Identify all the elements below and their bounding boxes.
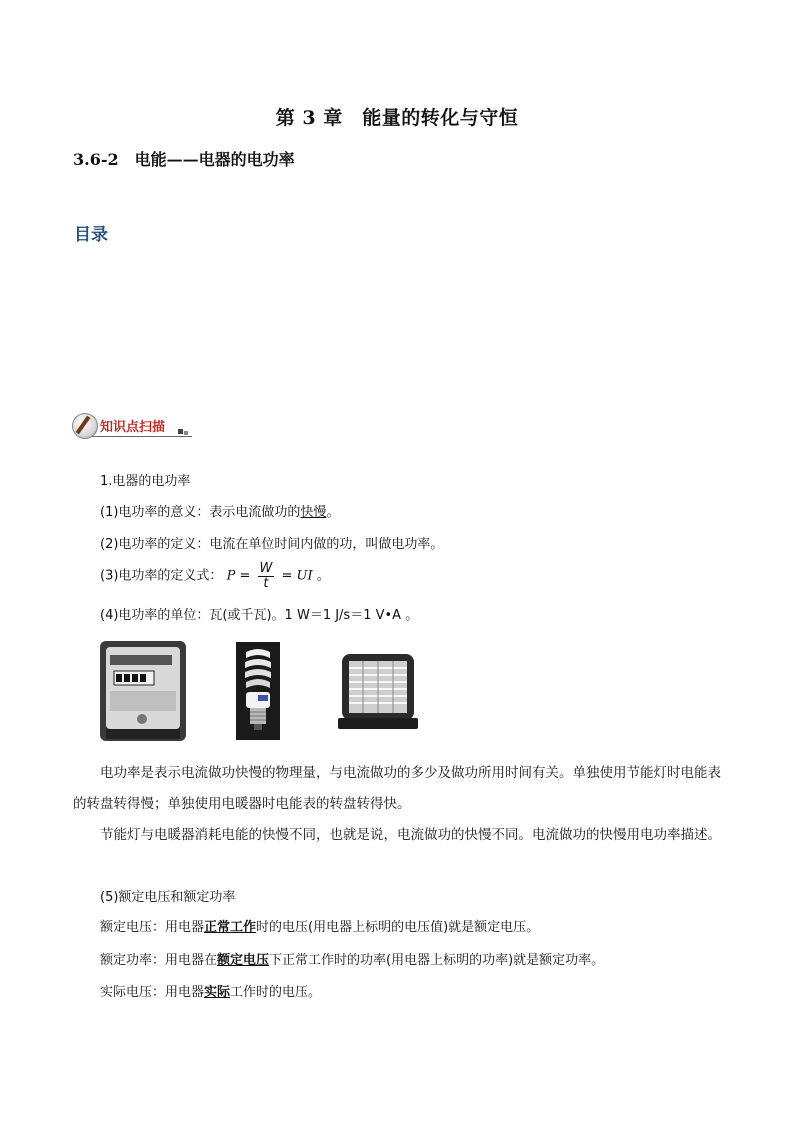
item-unit: (4)电功率的单位：瓦(或千瓦)。1 W＝1 J/s＝1 V•A 。 xyxy=(100,608,419,623)
paragraph-power-comparison: 节能灯与电暖器消耗电能的快慢不同，也就是说，电流做功的快慢不同。电流做功的快慢用电功率描述。 xyxy=(100,827,721,843)
item-rated-heading: (5)额定电压和额定功率 xyxy=(100,890,236,905)
badge-label: 知识点扫描 xyxy=(100,420,166,435)
formula-lhs: P xyxy=(226,568,236,584)
energy-saving-lamp-photo xyxy=(236,642,280,740)
chapter-title: 第 3 章 能量的转化与守恒 xyxy=(275,107,519,129)
badge-underline xyxy=(92,436,192,437)
item-meaning-prefix: (1)电功率的意义：表示电流做功的 xyxy=(100,505,301,520)
formula-numerator: W xyxy=(259,561,273,576)
item-meaning-keyword: 快慢 xyxy=(300,505,327,520)
formula-eq: = xyxy=(239,568,251,584)
item-formula xyxy=(100,562,330,598)
actual-voltage-prefix: 实际电压：用电器 xyxy=(100,985,205,1000)
actual-voltage-definition xyxy=(100,983,321,1003)
item-electric-power: 1.电器的电功率 xyxy=(100,474,191,489)
badge-decoration xyxy=(178,429,183,434)
item-definition: (2)电功率的定义：电流在单位时间内做的功，叫做电功率。 xyxy=(100,537,444,552)
toc-heading: 目录 xyxy=(74,225,108,245)
rated-power-suffix: 下正常工作时的功率(用电器上标明的功率)就是额定功率。 xyxy=(269,953,605,968)
formula-fraction xyxy=(258,562,275,591)
rated-voltage-suffix: 时的电压(用电器上标明的电压值)就是额定电压。 xyxy=(256,920,540,935)
item-formula-prefix: (3)电功率的定义式： xyxy=(100,568,223,584)
formula-eq2: = xyxy=(281,568,293,584)
rated-power-definition xyxy=(100,951,604,971)
item-meaning xyxy=(100,503,339,523)
electric-heater-photo xyxy=(338,654,418,729)
rated-power-keyword: 额定电压 xyxy=(217,953,270,968)
item-meaning-suffix: 。 xyxy=(326,505,340,520)
formula-denominator: t xyxy=(263,576,269,591)
paragraph-power-meaning: 电功率是表示电流做功快慢的物理量，与电流做功的多少及做功所用时间有关。单独使用节能灯时电能表的转盘转得慢；单独使用电暖器时电能表的转盘转得快。 xyxy=(73,765,721,812)
section-title: 3.6-2 电能——电器的电功率 xyxy=(73,150,295,169)
rated-voltage-definition xyxy=(100,918,539,938)
actual-voltage-keyword: 实际 xyxy=(204,985,231,1000)
rated-voltage-prefix: 额定电压：用电器 xyxy=(100,920,205,935)
formula-rhs: UI xyxy=(296,568,313,584)
knowledge-scan-badge xyxy=(72,411,194,441)
rated-voltage-keyword: 正常工作 xyxy=(204,920,257,935)
electric-meter-photo xyxy=(100,641,186,741)
actual-voltage-suffix: 工作时的电压。 xyxy=(230,985,322,1000)
badge-decoration xyxy=(184,431,188,435)
formula-end: 。 xyxy=(316,568,330,584)
rated-power-prefix: 额定功率：用电器在 xyxy=(100,953,218,968)
